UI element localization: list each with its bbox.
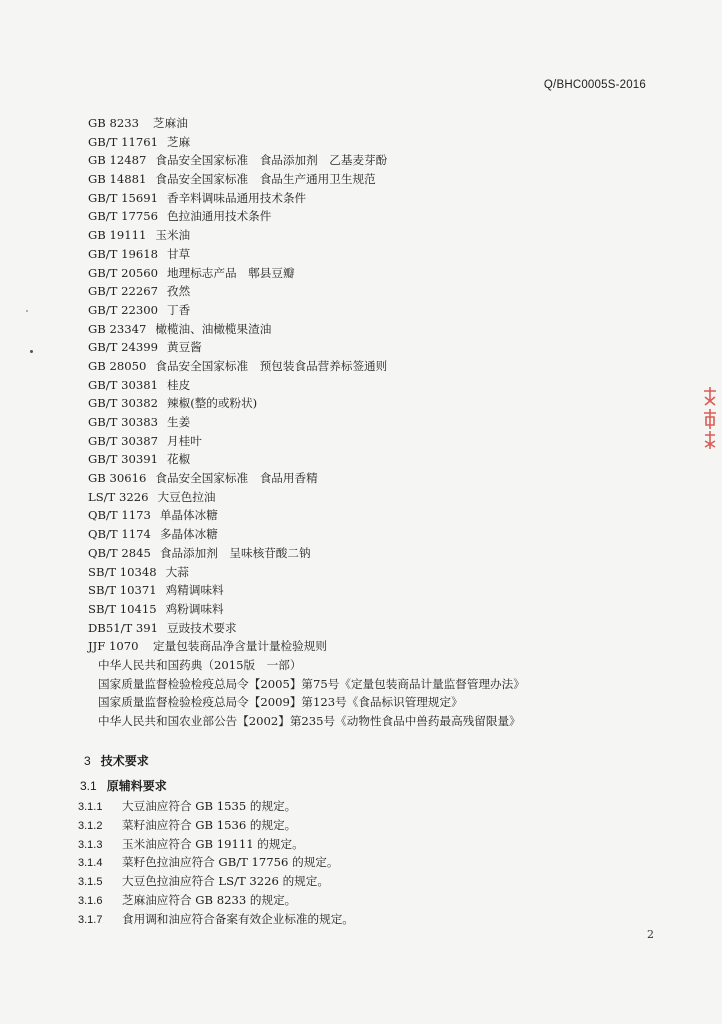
reference-title: 甘草	[167, 246, 191, 261]
section-number: 3	[84, 754, 91, 768]
clause-item	[78, 891, 658, 910]
scan-speck	[26, 310, 28, 312]
reference-title: 黄豆酱	[167, 340, 202, 355]
reference-item	[88, 207, 648, 226]
reference-code: GB/T 30381	[88, 377, 158, 392]
reference-title: 定量包装商品净含量计量检验规则	[153, 639, 327, 654]
clause-text: 大豆油应符合 GB 1535 的规定。	[122, 799, 297, 813]
clause-number: 3.1.4	[78, 857, 103, 870]
reference-item	[88, 488, 648, 507]
clause-item	[78, 797, 658, 816]
section-heading	[84, 752, 149, 769]
reference-title: 月桂叶	[167, 433, 202, 448]
clause-text: 大豆色拉油应符合 LS/T 3226 的规定。	[122, 874, 329, 889]
section-title: 技术要求	[100, 754, 149, 768]
clause-item	[78, 910, 658, 929]
regulation-reference: 国家质量监督检验检疫总局令【2009】第123号《食品标识管理规定》	[98, 695, 463, 710]
clause-number: 3.1.3	[78, 838, 103, 851]
reference-code: GB/T 15691	[88, 190, 158, 205]
regulation-reference: 中华人民共和国药典（2015版 一部）	[98, 657, 302, 672]
reference-item	[88, 189, 648, 208]
reference-code: GB/T 30382	[88, 396, 158, 411]
reference-item	[88, 376, 648, 395]
normative-references-list	[88, 114, 648, 731]
reference-item	[88, 563, 648, 582]
reference-item	[88, 320, 648, 339]
reference-item	[88, 581, 648, 600]
clause-item	[78, 816, 658, 835]
reference-code: GB/T 20560	[88, 265, 158, 280]
subsection-number: 3.1	[80, 779, 97, 793]
subsection-heading	[80, 777, 167, 794]
reference-code: GB/T 24399	[88, 340, 158, 355]
reference-code: GB/T 22267	[88, 284, 158, 299]
reference-item	[88, 264, 648, 283]
reference-title: 色拉油通用技术条件	[167, 209, 272, 224]
clause-item	[78, 872, 658, 891]
reference-code: QB/T 2845	[88, 545, 151, 560]
reference-title: 多晶体冰糖	[159, 527, 218, 542]
reference-code: JJF 1070	[88, 639, 139, 654]
clause-text: 芝麻油应符合 GB 8233 的规定。	[122, 892, 297, 907]
reference-item	[88, 394, 648, 413]
reference-code: GB 28050	[88, 358, 147, 373]
clause-text: 菜籽油应符合 GB 1536 的规定。	[122, 817, 297, 832]
reference-code: GB 30616	[88, 471, 147, 486]
clause-number: 3.1.7	[78, 913, 103, 926]
reference-code: GB/T 17756	[88, 209, 158, 224]
reference-code: SB/T 10415	[88, 601, 157, 616]
subsection-title: 原辅料要求	[106, 779, 167, 793]
reference-code: GB/T 30391	[88, 452, 158, 467]
reference-title: 食品安全国家标准 食品生产通用卫生规范	[155, 172, 376, 187]
reference-title: 鸡精调味料	[165, 583, 224, 598]
reference-code: GB/T 19618	[88, 246, 158, 261]
reference-title: 桂皮	[167, 377, 191, 392]
reference-title: 玉米油	[155, 228, 191, 243]
reference-title: 丁香	[167, 302, 191, 317]
reference-title: 花椒	[167, 452, 191, 467]
clause-text: 菜籽色拉油应符合 GB/T 17756 的规定。	[122, 855, 339, 870]
reference-title: 芝麻	[167, 134, 191, 149]
reference-code: SB/T 10371	[88, 583, 157, 598]
reference-title: 食品添加剂 呈味核苷酸二钠	[159, 545, 311, 560]
reference-code: GB 19111	[88, 228, 147, 243]
scan-speck	[30, 350, 33, 353]
reference-item	[88, 170, 648, 189]
reference-item	[88, 301, 648, 320]
reference-title: 橄榄油、油橄榄果渣油	[155, 321, 272, 336]
reference-code: GB 23347	[88, 321, 147, 336]
reference-title: 地理标志产品 郫县豆瓣	[167, 265, 295, 280]
reference-title: 辣椒(整的或粉状)	[167, 396, 258, 411]
reference-title: 单晶体冰糖	[159, 508, 218, 523]
page-number: 2	[647, 928, 654, 941]
reference-item	[88, 338, 648, 357]
reference-item	[88, 357, 648, 376]
reference-title: 食品安全国家标准 食品添加剂 乙基麦芽酚	[155, 153, 388, 168]
reference-title: 食品安全国家标准 食品用香精	[155, 471, 318, 486]
reference-title: 食品安全国家标准 预包装食品营养标签通则	[155, 358, 388, 373]
reference-title: 大豆色拉油	[157, 489, 216, 504]
reference-title: 香辛料调味品通用技术条件	[167, 190, 307, 205]
reference-code: GB 14881	[88, 172, 147, 187]
clause-number: 3.1.2	[78, 819, 103, 832]
reference-item	[88, 413, 648, 432]
reference-title: 大蒜	[165, 564, 189, 579]
seal-stamp-fragment	[702, 385, 718, 453]
reference-item	[88, 506, 648, 525]
reference-item	[88, 450, 648, 469]
reference-item	[88, 151, 648, 170]
reference-item	[88, 525, 648, 544]
clause-list	[78, 797, 658, 929]
regulation-reference: 中华人民共和国农业部公告【2002】第235号《动物性食品中兽药最高残留限量》	[98, 714, 521, 728]
reference-item	[88, 544, 648, 563]
reference-item	[88, 245, 648, 264]
clause-item	[78, 835, 658, 854]
reference-title: 鸡粉调味料	[165, 601, 224, 616]
reference-code: GB/T 30387	[88, 433, 158, 448]
reference-item	[88, 619, 648, 638]
clause-number: 3.1.6	[78, 894, 103, 907]
regulation-reference: 国家质量监督检验检疫总局令【2005】第75号《定量包装商品计量监督管理办法》	[98, 676, 525, 691]
document-code: Q/BHC0005S-2016	[543, 79, 646, 91]
reference-code: GB 12487	[88, 153, 147, 168]
reference-item	[88, 282, 648, 301]
reference-code: GB/T 30383	[88, 415, 158, 429]
reference-item	[88, 637, 648, 656]
reference-item	[88, 432, 648, 451]
clause-text: 食用调和油应符合备案有效企业标准的规定。	[122, 911, 354, 926]
reference-code: SB/T 10348	[88, 564, 157, 579]
reference-item	[88, 133, 648, 152]
reference-code: GB 8233	[88, 116, 139, 130]
reference-item	[88, 469, 648, 488]
reference-title: 孜然	[167, 284, 191, 299]
reference-item	[88, 114, 648, 133]
clause-item	[78, 853, 658, 872]
reference-item	[88, 226, 648, 245]
reference-code: LS/T 3226	[88, 489, 149, 504]
reference-code: QB/T 1173	[88, 508, 151, 523]
clause-number: 3.1.1	[78, 801, 103, 813]
reference-item	[88, 600, 648, 619]
reference-code: DB51/T 391	[88, 620, 159, 635]
clause-number: 3.1.5	[78, 876, 103, 889]
reference-code: GB/T 11761	[88, 134, 158, 149]
reference-title: 芝麻油	[153, 116, 188, 130]
clause-text: 玉米油应符合 GB 19111 的规定。	[122, 836, 304, 851]
reference-title: 生姜	[167, 415, 191, 429]
reference-code: GB/T 22300	[88, 302, 158, 317]
reference-title: 豆豉技术要求	[167, 620, 237, 635]
reference-code: QB/T 1174	[88, 527, 151, 542]
